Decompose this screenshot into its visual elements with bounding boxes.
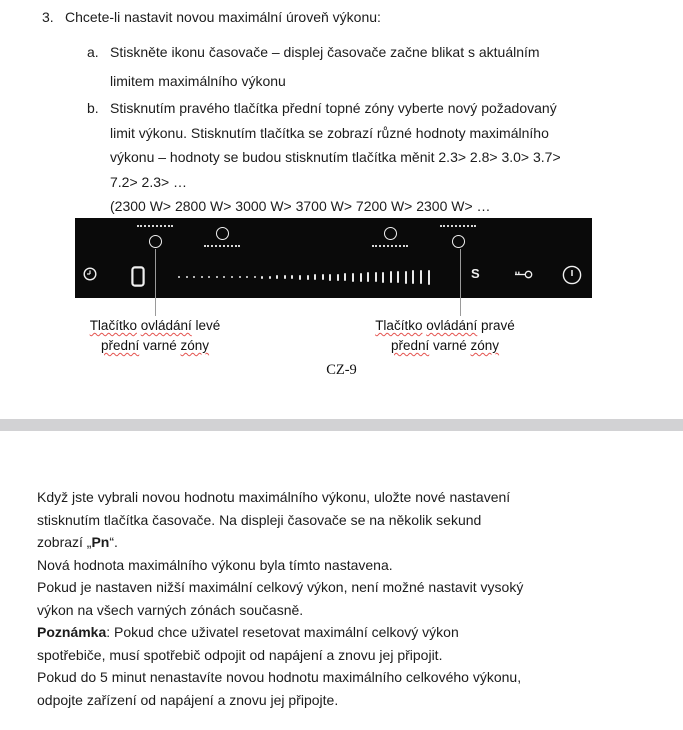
- slider-tick: [223, 276, 225, 278]
- slider-tick: [352, 273, 354, 282]
- caption-word: pravé: [481, 318, 515, 333]
- slider-tick: [405, 271, 407, 284]
- caption-word: přední: [390, 338, 430, 353]
- zone-dots-right-front: [440, 225, 476, 227]
- slider-tick: [231, 276, 233, 278]
- page-separator: [0, 419, 683, 431]
- list-item-a: [87, 38, 647, 96]
- slider-tick: [186, 276, 188, 278]
- paragraph-line: spotřebiče, musí spotřebič odpojit od napájení a znovu jej připojit.: [37, 646, 443, 663]
- timer-clock-icon: [82, 266, 98, 282]
- list-item-3-number: 3.: [42, 9, 54, 25]
- caption-left-zone: [55, 316, 255, 356]
- list-item-b-line: Stisknutím pravého tlačítka přední topné zóny vyberte nový požadovaný: [110, 100, 557, 116]
- slider-tick: [375, 272, 377, 282]
- paragraph-line: Pokud je nastaven nižší maximální celkový výkon, není možné nastavit vysoký: [37, 579, 524, 595]
- list-item-b-line: (2300 W> 2800 W> 3000 W> 3700 W> 7200 W> 2300 W> …: [110, 198, 491, 214]
- paragraph-line: odpojte zařízení od napájení a znovu jej připojte.: [37, 691, 339, 708]
- slider-tick: [329, 274, 331, 281]
- power-icon: [562, 265, 582, 285]
- caption-word: ovládání: [140, 318, 192, 333]
- pointer-line-right: [460, 249, 461, 316]
- slider-tick: [276, 275, 278, 279]
- zone-button-right-rear-icon: [384, 227, 397, 240]
- caption-word: zóny: [470, 338, 500, 353]
- zone-dots-left-front: [137, 225, 173, 227]
- slider-tick: [246, 276, 248, 278]
- caption-right-zone: [345, 316, 545, 356]
- slider-tick: [314, 274, 316, 280]
- list-item-a-line: Stiskněte ikonu časovače – displej časovače začne blikat s aktuálním: [110, 44, 540, 60]
- slider-tick: [261, 276, 263, 279]
- power-slider-ticks: [178, 263, 430, 291]
- slider-tick: [412, 270, 414, 284]
- caption-word: Tlačítko: [375, 318, 423, 333]
- caption-word: varné: [432, 338, 467, 353]
- timer-display-icon: [130, 265, 146, 287]
- list-item-a-line: limitem maximálního výkonu: [110, 73, 286, 89]
- slider-tick: [178, 276, 180, 278]
- paragraph-line: výkon na všech varných zónách současně.: [37, 601, 304, 618]
- slider-tick: [284, 275, 286, 279]
- caption-word: varné: [142, 338, 177, 353]
- slider-tick: [254, 276, 256, 278]
- zone-button-right-front-icon: [452, 235, 465, 248]
- slider-tick: [428, 270, 430, 285]
- page-number: CZ-9: [326, 362, 357, 378]
- zone-dots-left-rear: [204, 245, 240, 247]
- slider-tick: [307, 275, 309, 280]
- slider-tick: [299, 275, 301, 280]
- slider-tick: [367, 272, 369, 282]
- list-item-b-line: výkonu – hodnoty se budou stisknutím tlačítka měnit 2.3> 2.8> 3.0> 3.7>: [110, 149, 561, 165]
- slider-tick: [420, 270, 422, 284]
- paragraph-block: [37, 486, 657, 711]
- list-item-b-line: 7.2> 2.3> …: [110, 173, 188, 190]
- pointer-line-left: [155, 249, 156, 316]
- list-item-a-marker: a.: [87, 44, 99, 60]
- list-item-3-text: Chcete-li nastavit novou maximální úroveň výkonu:: [65, 9, 381, 25]
- caption-word: zóny: [180, 338, 210, 353]
- list-item-3: [42, 9, 662, 25]
- slider-tick: [208, 276, 210, 278]
- slider-tick: [360, 273, 362, 282]
- paragraph-line: Poznámka: Pokud chce uživatel resetovat maximální celkový výkon: [37, 624, 459, 640]
- slider-tick: [390, 271, 392, 283]
- slider-tick: [216, 276, 218, 278]
- slider-tick: [201, 276, 203, 278]
- zone-button-left-rear-icon: [216, 227, 229, 240]
- zone-button-left-front-icon: [149, 235, 162, 248]
- pn-code: Pn: [91, 534, 110, 550]
- caption-word: Tlačítko: [89, 318, 137, 333]
- slider-tick: [269, 276, 271, 279]
- key-lock-icon: [513, 268, 533, 280]
- slider-tick: [193, 276, 195, 278]
- stop-s-label: S: [471, 266, 480, 281]
- list-item-b-line: limit výkonu. Stisknutím tlačítka se zobrazí různé hodnoty maximálního: [110, 124, 549, 141]
- list-item-b-marker: b.: [87, 100, 99, 116]
- zone-dots-right-rear: [372, 245, 408, 247]
- paragraph-line: Když jste vybrali novou hodnotu maximálního výkonu, uložte nové nastavení: [37, 489, 511, 505]
- caption-word: ovládání: [426, 318, 478, 333]
- paragraph-line: zobrazí „Pn“.: [37, 534, 118, 550]
- paragraph-line: Pokud do 5 minut nenastavíte novou hodnotu maximálního celkového výkonu,: [37, 669, 522, 685]
- caption-word: přední: [100, 338, 140, 353]
- slider-tick: [291, 275, 293, 279]
- note-label: Poznámka: [37, 624, 107, 640]
- paragraph-line: stisknutím tlačítka časovače. Na displeji časovače se na několik sekund: [37, 511, 482, 528]
- slider-tick: [382, 272, 384, 283]
- paragraph-line: Nová hodnota maximálního výkonu byla tímto nastavena.: [37, 556, 393, 573]
- cooktop-panel-illustration: [75, 218, 592, 298]
- slider-tick: [337, 274, 339, 281]
- caption-word: levé: [195, 318, 221, 333]
- slider-tick: [344, 273, 346, 281]
- slider-tick: [397, 271, 399, 283]
- list-item-b: [87, 96, 647, 219]
- slider-tick: [322, 274, 324, 280]
- slider-tick: [239, 276, 241, 278]
